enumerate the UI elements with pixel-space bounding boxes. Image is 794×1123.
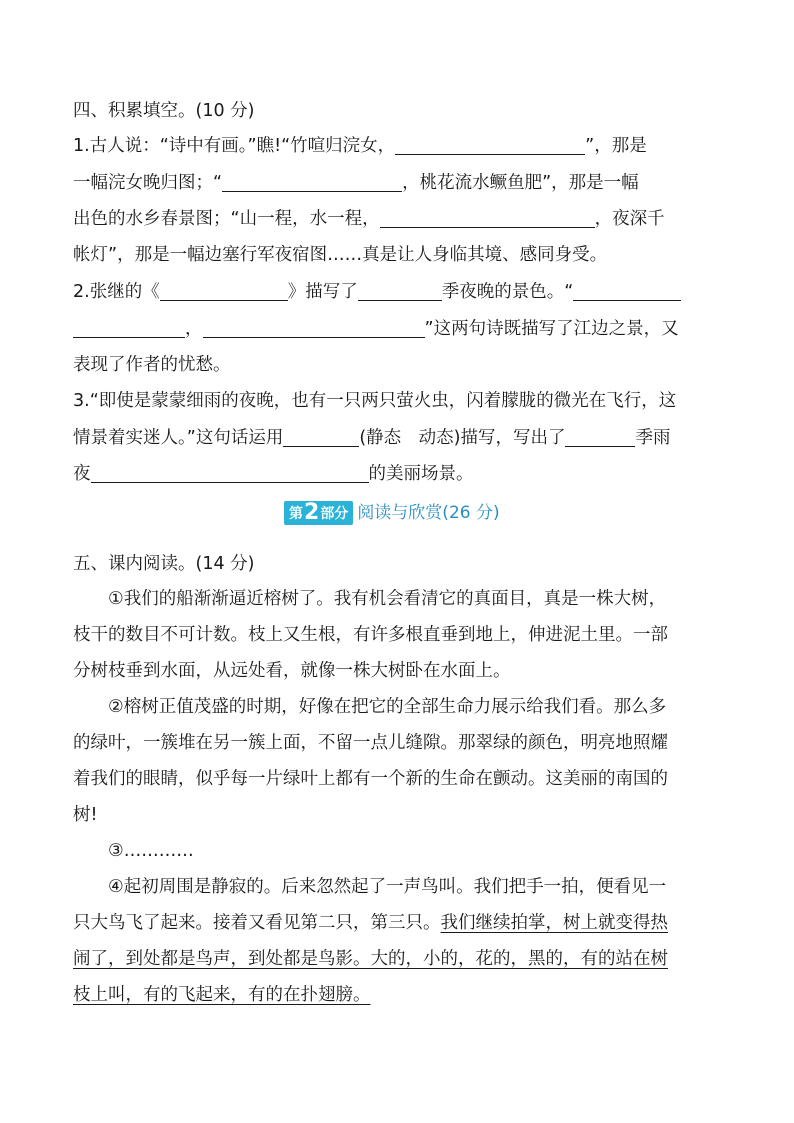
paragraph-2-line: 着我们的眼睛，似乎每一片绿叶上都有一个新的生命在颤动。这美丽的南国的 bbox=[73, 769, 668, 789]
q3-text: 季雨 bbox=[635, 428, 671, 448]
q2-blank-poem-2[interactable] bbox=[203, 317, 425, 338]
paragraph-4-line: ④起初周围是静寂的。后来忽然起了一声鸟叫。我们把手一拍，便看见一 bbox=[108, 877, 667, 897]
q3-line2 bbox=[73, 420, 670, 456]
paragraph-1-line: ①我们的船渐渐逼近榕树了。我有机会看清它的真面目，真是一株大树， bbox=[108, 589, 667, 609]
q2-line2 bbox=[73, 311, 679, 347]
q2-blank-season[interactable] bbox=[358, 280, 442, 301]
badge-prefix: 第 bbox=[289, 506, 303, 522]
paragraph-2-line: 树! bbox=[73, 805, 98, 825]
q2-text: ”这两句诗既描写了江边之景，又 bbox=[424, 319, 679, 339]
q1-text: 一幅浣女晚归图；“ bbox=[73, 173, 223, 193]
paragraph-2-line: 的绿叶，一簇堆在另一簇上面，不留一点儿缝隙。那翠绿的颜色，明亮地照耀 bbox=[73, 733, 668, 753]
part-badge bbox=[284, 501, 353, 525]
q1-blank-1[interactable] bbox=[395, 134, 585, 155]
underlined-sentence-line: 枝上叫，有的飞起来，有的在扑翅膀。 bbox=[73, 985, 371, 1005]
q1-line2 bbox=[73, 165, 639, 201]
q3-text: 的美丽场景。 bbox=[368, 464, 474, 484]
section5-heading: 五、课内阅读。(14 分) bbox=[73, 554, 255, 574]
q3-line3 bbox=[73, 456, 474, 492]
paragraph-1-line: 枝干的数目不可计数。枝上又生根，有许多根直垂到地上，伸进泥土里。一部 bbox=[73, 625, 668, 645]
q1-blank-3[interactable] bbox=[380, 207, 595, 228]
q1-text: ，桃花流水鳜鱼肥”，那是一幅 bbox=[402, 173, 639, 193]
q1-text: ，夜深千 bbox=[594, 209, 665, 229]
paragraph-3-line: ③………… bbox=[108, 841, 194, 861]
paragraph-2-line: ②榕树正值茂盛的时期，好像在把它的全部生命力展示给我们看。那么多 bbox=[108, 697, 667, 717]
q2-line1 bbox=[73, 274, 681, 310]
q3-text: (静态 动态)描写，写出了 bbox=[359, 428, 566, 448]
paragraph-4-line bbox=[73, 905, 668, 941]
q1-line4: 帐灯”，那是一幅边塞行军夜宿图……真是让人身临其境、感同身受。 bbox=[73, 245, 608, 265]
badge-suffix: 部分 bbox=[320, 506, 349, 522]
q1-text: 1.古人说：“诗中有画。”瞧!“竹喧归浣女， bbox=[73, 136, 396, 156]
q1-line3 bbox=[73, 201, 665, 237]
q3-blank-season[interactable] bbox=[565, 426, 635, 447]
paragraph-4-text: 只大鸟飞了起来。接着又看见第二只，第三只。 bbox=[73, 913, 441, 933]
q2-blank-title[interactable] bbox=[160, 280, 288, 301]
q2-text: ， bbox=[185, 319, 203, 339]
q2-blank-poem-1a[interactable] bbox=[573, 280, 681, 301]
underlined-sentence-line: 闹了，到处都是鸟声，到处都是鸟影。大的，小的，花的，黑的，有的站在树 bbox=[73, 949, 668, 969]
badge-number: 2 bbox=[304, 500, 320, 525]
q2-text: 2.张继的《 bbox=[73, 282, 160, 302]
q2-blank-poem-1b[interactable] bbox=[73, 317, 185, 338]
q1-blank-2[interactable] bbox=[222, 171, 402, 192]
q3-blank-type[interactable] bbox=[283, 426, 359, 447]
part2-title: 阅读与欣赏(26 分) bbox=[357, 503, 500, 523]
q3-line1: 3.“即使是蒙蒙细雨的夜晚，也有一只两只萤火虫，闪着朦胧的微光在飞行，这 bbox=[73, 391, 677, 411]
q2-text: 季夜晚的景色。“ bbox=[441, 282, 574, 302]
q2-text: 》描写了 bbox=[287, 282, 358, 302]
q2-line3: 表现了作者的忧愁。 bbox=[73, 355, 231, 375]
underlined-sentence: 我们继续拍掌，树上就变得热 bbox=[440, 913, 668, 933]
section4-heading: 四、积累填空。(10 分) bbox=[73, 101, 255, 121]
q1-text: 出色的水乡春景图；“山一程，水一程， bbox=[73, 209, 380, 229]
part2-banner bbox=[284, 500, 500, 526]
q3-text: 情景着实迷人。”这句话运用 bbox=[73, 428, 284, 448]
paragraph-1-line: 分树枝垂到水面，从远处看，就像一株大树卧在水面上。 bbox=[73, 661, 511, 681]
q3-text: 夜 bbox=[73, 464, 91, 484]
q3-blank-scene[interactable] bbox=[91, 462, 369, 483]
q1-line1 bbox=[73, 128, 647, 164]
q1-text: ”，那是 bbox=[585, 136, 647, 156]
